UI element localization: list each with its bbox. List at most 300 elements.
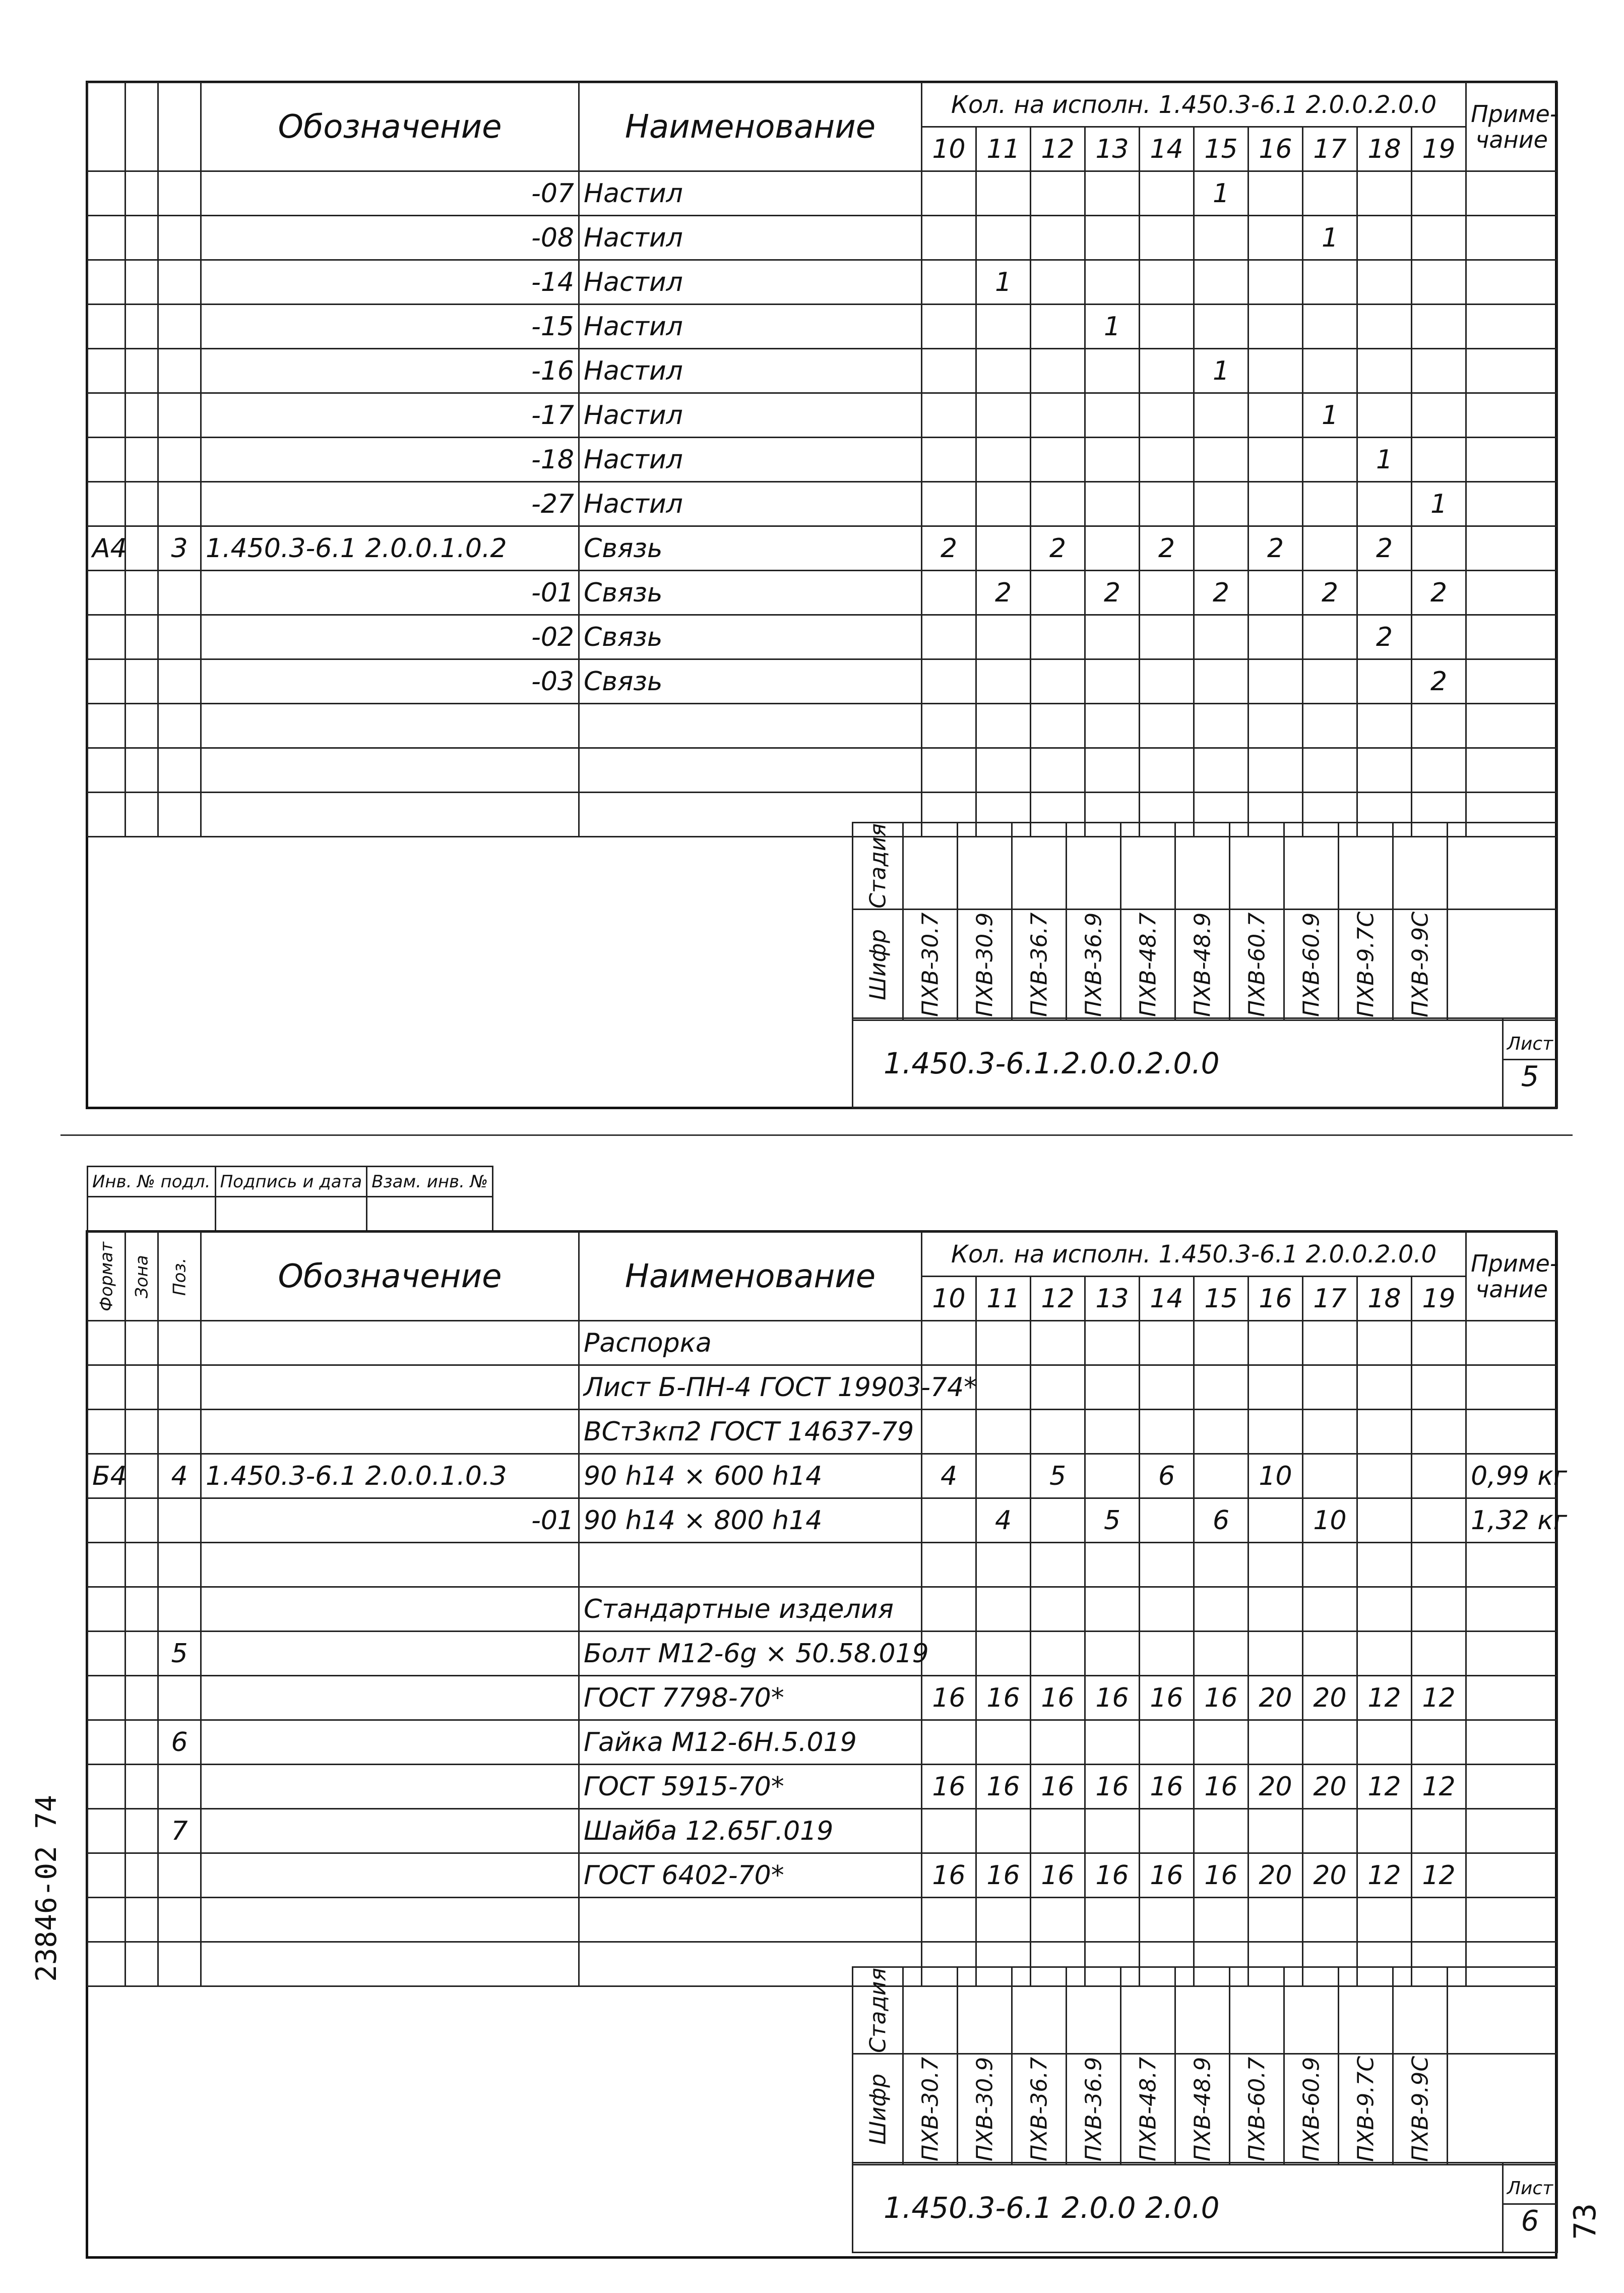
qty-cell: [1357, 260, 1412, 305]
note-cell: [1466, 1543, 1557, 1587]
table-row: [88, 526, 1557, 571]
name-cell: Настил: [579, 171, 922, 216]
variant-header: 13: [1085, 1277, 1140, 1321]
qty-cell: [976, 1632, 1031, 1676]
variant-code: ПХВ-30.9: [958, 2054, 1012, 2164]
qty-cell: [976, 704, 1031, 748]
qty-cell: [1194, 438, 1248, 482]
qty-cell: [1194, 1454, 1248, 1498]
name-cell: ГОСТ 7798-70*: [579, 1676, 922, 1720]
zone-cell: [126, 438, 158, 482]
qty-cell: 16: [1194, 1676, 1248, 1720]
table-row: [88, 216, 1557, 260]
qty-cell: [976, 1454, 1031, 1498]
qty-cell: [1303, 615, 1357, 659]
qty-cell: [1031, 171, 1085, 216]
qty-cell: [1357, 305, 1412, 349]
qty-cell: [1303, 438, 1357, 482]
qty-cell: [1085, 216, 1140, 260]
pos-cell: [158, 793, 201, 837]
qty-cell: [1412, 349, 1466, 393]
header-designation: Обозначение: [201, 83, 579, 171]
qty-cell: [1194, 482, 1248, 526]
qty-cell: [1357, 704, 1412, 748]
qty-cell: [922, 1632, 976, 1676]
qty-cell: [1357, 1632, 1412, 1676]
qty-cell: [1031, 1498, 1085, 1543]
note-cell: [1466, 748, 1557, 793]
variant-code: ПХВ-48.7: [1121, 909, 1175, 1020]
qty-cell: [1303, 659, 1357, 704]
qty-cell: [1357, 748, 1412, 793]
qty-cell: [1140, 216, 1194, 260]
qty-cell: [922, 305, 976, 349]
table-row: [88, 1809, 1557, 1853]
qty-cell: [1140, 482, 1194, 526]
qty-cell: [1248, 704, 1303, 748]
pos-cell: [158, 216, 201, 260]
header-qty: Кол. на исполн. 1.450.3-6.1 2.0.0.2.0.0: [922, 1232, 1466, 1277]
qty-cell: 2: [1194, 571, 1248, 615]
qty-cell: [1085, 1410, 1140, 1454]
qty-cell: [1412, 305, 1466, 349]
qty-cell: 20: [1303, 1676, 1357, 1720]
stage-label: Стадия: [853, 1967, 903, 2054]
variant-code: ПХВ-48.7: [1121, 2054, 1175, 2164]
name-cell: [579, 704, 922, 748]
zone-cell: [126, 260, 158, 305]
qty-cell: 16: [1085, 1676, 1140, 1720]
code-spacer: [1448, 909, 1557, 1020]
qty-cell: [1140, 1587, 1194, 1632]
header-note: Приме-чание: [1466, 1232, 1557, 1321]
qty-cell: [1412, 1498, 1466, 1543]
qty-cell: [1303, 1321, 1357, 1365]
note-cell: [1466, 1632, 1557, 1676]
qty-cell: 12: [1412, 1676, 1466, 1720]
qty-cell: [1412, 438, 1466, 482]
variant-code: ПХВ-30.7: [903, 909, 958, 1020]
qty-cell: 1: [1085, 305, 1140, 349]
qty-cell: 1: [976, 260, 1031, 305]
qty-cell: 16: [1085, 1853, 1140, 1898]
table-row: [88, 748, 1557, 793]
qty-cell: [976, 216, 1031, 260]
qty-cell: [1085, 1720, 1140, 1765]
qty-cell: [1357, 171, 1412, 216]
qty-cell: 2: [1303, 571, 1357, 615]
note-cell: [1466, 1809, 1557, 1853]
note-cell: [1466, 305, 1557, 349]
variant-header: 14: [1140, 127, 1194, 171]
zone-cell: [126, 748, 158, 793]
variant-code: ПХВ-48.9: [1175, 2054, 1230, 2164]
qty-cell: [1031, 1587, 1085, 1632]
qty-cell: [1140, 349, 1194, 393]
designation-cell: 1.450.3-6.1 2.0.0.1.0.3: [201, 1454, 579, 1498]
zone-cell: [126, 216, 158, 260]
variant-code: ПХВ-36.7: [1012, 2054, 1067, 2164]
name-cell: Стандартные изделия: [579, 1587, 922, 1632]
qty-cell: [976, 1321, 1031, 1365]
qty-cell: [1140, 704, 1194, 748]
qty-cell: 16: [1140, 1765, 1194, 1809]
qty-cell: [922, 1543, 976, 1587]
qty-cell: [1248, 615, 1303, 659]
qty-cell: [1194, 1898, 1248, 1942]
name-cell: [579, 748, 922, 793]
stamp-sheet-5: [852, 822, 1558, 1021]
name-cell: Настил: [579, 216, 922, 260]
qty-cell: 12: [1412, 1853, 1466, 1898]
zone-cell: [126, 1365, 158, 1410]
variant-header: 18: [1357, 127, 1412, 171]
qty-cell: [976, 438, 1031, 482]
designation-cell: -01: [201, 571, 579, 615]
qty-cell: [922, 1720, 976, 1765]
designation-cell: -01: [201, 1498, 579, 1543]
header-format: [88, 83, 126, 171]
qty-cell: 20: [1303, 1853, 1357, 1898]
table-row: [88, 1676, 1557, 1720]
designation-cell: -14: [201, 260, 579, 305]
qty-cell: [1194, 526, 1248, 571]
qty-cell: 1: [1194, 171, 1248, 216]
pos-cell: 7: [158, 1809, 201, 1853]
name-cell: [579, 1543, 922, 1587]
qty-cell: [1303, 1454, 1357, 1498]
qty-cell: [922, 748, 976, 793]
qty-cell: 4: [976, 1498, 1031, 1543]
name-cell: ГОСТ 6402-70*: [579, 1853, 922, 1898]
qty-cell: 20: [1248, 1676, 1303, 1720]
qty-cell: 16: [976, 1676, 1031, 1720]
qty-cell: 1: [1303, 393, 1357, 438]
margin-archive-number: 23846-02 74: [30, 1795, 63, 1982]
format-cell: [88, 482, 126, 526]
designation-cell: -03: [201, 659, 579, 704]
variant-header: 17: [1303, 1277, 1357, 1321]
qty-cell: [1194, 1410, 1248, 1454]
qty-cell: [1248, 171, 1303, 216]
inventory-block: [87, 1166, 493, 1233]
qty-cell: [1194, 216, 1248, 260]
qty-cell: [1085, 1898, 1140, 1942]
qty-cell: [1194, 1809, 1248, 1853]
qty-cell: [1085, 1365, 1140, 1410]
table-row: [88, 393, 1557, 438]
qty-cell: [922, 1898, 976, 1942]
qty-cell: [1194, 393, 1248, 438]
spec-table-sheet-6: [87, 1231, 1568, 1987]
table-row: [88, 482, 1557, 526]
variant-code: ПХВ-36.9: [1067, 2054, 1121, 2164]
qty-cell: [1412, 748, 1466, 793]
code-label: Шифр: [853, 2054, 903, 2164]
qty-cell: [1085, 1632, 1140, 1676]
table-row: [88, 1587, 1557, 1632]
table-row: [88, 1454, 1557, 1498]
qty-cell: [1085, 1454, 1140, 1498]
note-cell: [1466, 1765, 1557, 1809]
table-row: [88, 615, 1557, 659]
title-block-sheet-6: [852, 2162, 1558, 2253]
header-name: Наименование: [579, 83, 922, 171]
zone-cell: [126, 1809, 158, 1853]
designation-cell: -07: [201, 171, 579, 216]
qty-cell: [1357, 1365, 1412, 1410]
variant-header: 13: [1085, 127, 1140, 171]
code-row: [853, 909, 1557, 1020]
designation-cell: [201, 1809, 579, 1853]
designation-cell: -27: [201, 482, 579, 526]
qty-cell: [1303, 1410, 1357, 1454]
qty-cell: [1412, 1454, 1466, 1498]
table-row: [88, 349, 1557, 393]
qty-cell: [1357, 1809, 1412, 1853]
zone-cell: [126, 1765, 158, 1809]
qty-cell: [1140, 1720, 1194, 1765]
pos-cell: [158, 438, 201, 482]
qty-cell: [1357, 349, 1412, 393]
pos-cell: [158, 704, 201, 748]
variant-header: 17: [1303, 127, 1357, 171]
qty-cell: 12: [1357, 1853, 1412, 1898]
qty-cell: 20: [1248, 1765, 1303, 1809]
qty-cell: [1031, 260, 1085, 305]
stage-label: Стадия: [853, 823, 903, 910]
qty-cell: [1194, 1587, 1248, 1632]
variant-code: ПХВ-60.7: [1230, 909, 1284, 1020]
format-cell: [88, 1365, 126, 1410]
format-cell: [88, 1676, 126, 1720]
qty-cell: [1031, 571, 1085, 615]
note-cell: [1466, 704, 1557, 748]
qty-cell: [1085, 260, 1140, 305]
qty-cell: [922, 571, 976, 615]
name-cell: Шайба 12.65Г.019: [579, 1809, 922, 1853]
qty-cell: [1357, 216, 1412, 260]
zone-cell: [126, 1587, 158, 1632]
designation-cell: [201, 748, 579, 793]
qty-cell: [976, 482, 1031, 526]
qty-cell: [976, 349, 1031, 393]
pos-cell: 6: [158, 1720, 201, 1765]
qty-cell: [1248, 305, 1303, 349]
qty-cell: [1194, 1720, 1248, 1765]
qty-cell: [1248, 216, 1303, 260]
format-cell: [88, 1410, 126, 1454]
spec-table-sheet-5: [87, 82, 1558, 837]
qty-cell: [1412, 393, 1466, 438]
qty-cell: [1412, 171, 1466, 216]
qty-cell: [1031, 482, 1085, 526]
qty-cell: [1248, 482, 1303, 526]
qty-cell: 16: [1140, 1853, 1194, 1898]
format-cell: [88, 393, 126, 438]
qty-cell: [1357, 1898, 1412, 1942]
qty-cell: [1303, 1720, 1357, 1765]
name-cell: Связь: [579, 615, 922, 659]
qty-cell: [1031, 659, 1085, 704]
qty-cell: [922, 1321, 976, 1365]
variant-header: 16: [1248, 1277, 1303, 1321]
qty-cell: [1248, 1632, 1303, 1676]
qty-cell: [1031, 1898, 1085, 1942]
qty-cell: [1140, 1321, 1194, 1365]
zone-cell: [126, 1632, 158, 1676]
header-designation: Обозначение: [201, 1232, 579, 1321]
name-cell: Связь: [579, 526, 922, 571]
pos-cell: [158, 1321, 201, 1365]
note-cell: [1466, 349, 1557, 393]
qty-cell: 2: [1031, 526, 1085, 571]
qty-cell: [1303, 1365, 1357, 1410]
signature-date-label: Подпись и дата: [215, 1167, 367, 1197]
designation-cell: [201, 1587, 579, 1632]
note-cell: [1466, 526, 1557, 571]
qty-cell: [1303, 748, 1357, 793]
qty-cell: 16: [922, 1853, 976, 1898]
table-row: [88, 1720, 1557, 1765]
qty-cell: [1085, 704, 1140, 748]
format-cell: [88, 615, 126, 659]
qty-cell: [1303, 1632, 1357, 1676]
variant-code: ПХВ-60.7: [1230, 2054, 1284, 2164]
header-pos: Поз.: [158, 1232, 201, 1321]
designation-cell: -15: [201, 305, 579, 349]
qty-cell: 16: [1194, 1765, 1248, 1809]
qty-cell: 1: [1357, 438, 1412, 482]
qty-cell: [1412, 1321, 1466, 1365]
zone-cell: [126, 1454, 158, 1498]
qty-cell: [1194, 260, 1248, 305]
note-cell: [1466, 216, 1557, 260]
designation-cell: [201, 1321, 579, 1365]
name-cell: Настил: [579, 260, 922, 305]
format-cell: [88, 171, 126, 216]
qty-cell: [1085, 1321, 1140, 1365]
qty-cell: 2: [1085, 571, 1140, 615]
qty-cell: [1303, 704, 1357, 748]
qty-cell: [976, 305, 1031, 349]
name-cell: Настил: [579, 482, 922, 526]
qty-cell: [1412, 704, 1466, 748]
qty-cell: [922, 1410, 976, 1454]
name-cell: Настил: [579, 438, 922, 482]
qty-cell: [1031, 1809, 1085, 1853]
qty-cell: 2: [1412, 571, 1466, 615]
qty-cell: [1412, 615, 1466, 659]
note-cell: [1466, 260, 1557, 305]
note-cell: 1,32 кг: [1466, 1498, 1557, 1543]
variant-code: ПХВ-9.9С: [1393, 909, 1448, 1020]
zone-cell: [126, 1321, 158, 1365]
note-cell: [1466, 438, 1557, 482]
qty-cell: 16: [1031, 1676, 1085, 1720]
qty-cell: [1140, 171, 1194, 216]
table-row: [88, 438, 1557, 482]
header-name: Наименование: [579, 1232, 922, 1321]
qty-cell: [1194, 704, 1248, 748]
qty-cell: [1031, 438, 1085, 482]
note-cell: [1466, 659, 1557, 704]
variant-header: 10: [922, 127, 976, 171]
name-cell: [579, 1898, 922, 1942]
designation-cell: [201, 1676, 579, 1720]
qty-cell: 16: [976, 1853, 1031, 1898]
qty-cell: [922, 615, 976, 659]
qty-cell: [1303, 1587, 1357, 1632]
qty-cell: [976, 1543, 1031, 1587]
qty-cell: [1412, 216, 1466, 260]
name-cell: Распорка: [579, 1321, 922, 1365]
pos-cell: [158, 393, 201, 438]
variant-code: ПХВ-36.7: [1012, 909, 1067, 1020]
qty-cell: 4: [922, 1454, 976, 1498]
qty-cell: 2: [1357, 615, 1412, 659]
qty-cell: [976, 615, 1031, 659]
designation-cell: [201, 1720, 579, 1765]
qty-cell: [976, 1365, 1031, 1410]
qty-cell: [976, 171, 1031, 216]
format-cell: [88, 1765, 126, 1809]
qty-cell: [1140, 260, 1194, 305]
qty-cell: [1140, 1632, 1194, 1676]
pos-cell: [158, 171, 201, 216]
qty-cell: 16: [1031, 1853, 1085, 1898]
zone-cell: [126, 571, 158, 615]
pos-cell: [158, 571, 201, 615]
sheet-separator: [60, 1134, 1573, 1136]
qty-cell: [1412, 1365, 1466, 1410]
qty-cell: 1: [1303, 216, 1357, 260]
qty-cell: [1412, 1410, 1466, 1454]
qty-cell: [1031, 349, 1085, 393]
replace-inv-label: Взам. инв. №: [367, 1167, 493, 1197]
note-cell: [1466, 171, 1557, 216]
qty-cell: [1031, 1410, 1085, 1454]
table-row: [88, 1632, 1557, 1676]
qty-cell: [1248, 1898, 1303, 1942]
qty-cell: [1140, 305, 1194, 349]
qty-cell: [1357, 1410, 1412, 1454]
note-cell: 0,99 кг: [1466, 1454, 1557, 1498]
format-cell: [88, 349, 126, 393]
qty-cell: 16: [1194, 1853, 1248, 1898]
format-cell: [88, 659, 126, 704]
header-zone: Зона: [126, 1232, 158, 1321]
qty-cell: [1248, 1410, 1303, 1454]
variant-code: ПХВ-9.7С: [1339, 2054, 1393, 2164]
pos-cell: [158, 1365, 201, 1410]
qty-cell: 16: [976, 1765, 1031, 1809]
qty-cell: [1412, 526, 1466, 571]
qty-cell: [1031, 305, 1085, 349]
designation-cell: [201, 1543, 579, 1587]
qty-cell: [1412, 1720, 1466, 1765]
designation-cell: [201, 1898, 579, 1942]
table-row: [88, 1543, 1557, 1587]
qty-cell: [922, 171, 976, 216]
qty-cell: [1031, 704, 1085, 748]
zone-cell: [126, 526, 158, 571]
pos-cell: 3: [158, 526, 201, 571]
qty-cell: [1303, 305, 1357, 349]
qty-cell: [1140, 748, 1194, 793]
qty-cell: [1140, 615, 1194, 659]
qty-cell: [1140, 393, 1194, 438]
